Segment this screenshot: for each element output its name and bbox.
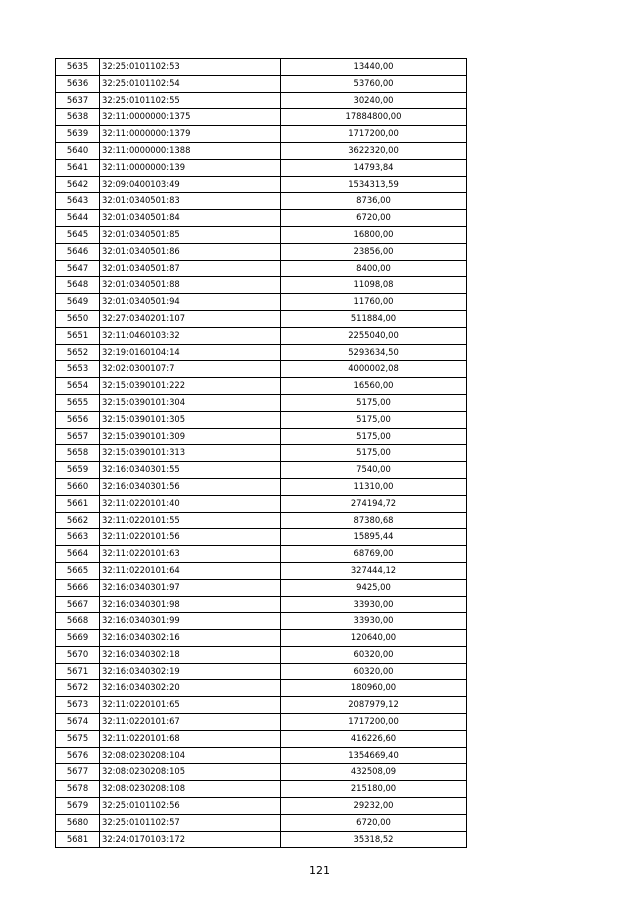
- value-cell: 15895,44: [281, 529, 467, 546]
- cadastral-number-cell: 32:19:0160104:14: [100, 344, 281, 361]
- value-cell: 23856,00: [281, 243, 467, 260]
- table-row: [56, 714, 467, 731]
- value-cell: 6720,00: [281, 210, 467, 227]
- value-cell: 8400,00: [281, 260, 467, 277]
- table-row: [56, 428, 467, 445]
- value-cell: 1534313,59: [281, 176, 467, 193]
- cadastral-number-cell: 32:24:0170103:172: [100, 831, 281, 848]
- cadastral-number-cell: 32:11:0000000:1379: [100, 126, 281, 143]
- row-number-cell: 5669: [56, 630, 100, 647]
- cadastral-number-cell: 32:08:0230208:108: [100, 781, 281, 798]
- row-number-cell: 5661: [56, 495, 100, 512]
- value-cell: 33930,00: [281, 596, 467, 613]
- cadastral-number-cell: 32:15:0390101:305: [100, 411, 281, 428]
- cadastral-number-cell: 32:01:0340501:83: [100, 193, 281, 210]
- table-row: [56, 344, 467, 361]
- table-row: [56, 781, 467, 798]
- value-cell: 274194,72: [281, 495, 467, 512]
- value-cell: 30240,00: [281, 92, 467, 109]
- table-row: [56, 630, 467, 647]
- row-number-cell: 5639: [56, 126, 100, 143]
- value-cell: 1354669,40: [281, 747, 467, 764]
- cadastral-number-cell: 32:25:0101102:57: [100, 814, 281, 831]
- cadastral-number-cell: 32:16:0340301:98: [100, 596, 281, 613]
- value-cell: 11098,08: [281, 277, 467, 294]
- cadastral-number-cell: 32:25:0101102:53: [100, 59, 281, 76]
- cadastral-number-cell: 32:25:0101102:56: [100, 798, 281, 815]
- cadastral-number-cell: 32:15:0390101:222: [100, 378, 281, 395]
- value-cell: 2255040,00: [281, 327, 467, 344]
- row-number-cell: 5668: [56, 613, 100, 630]
- row-number-cell: 5649: [56, 294, 100, 311]
- cadastral-number-cell: 32:11:0220101:55: [100, 512, 281, 529]
- row-number-cell: 5675: [56, 730, 100, 747]
- row-number-cell: 5641: [56, 159, 100, 176]
- cadastral-number-cell: 32:15:0390101:313: [100, 445, 281, 462]
- cadastral-number-cell: 32:25:0101102:55: [100, 92, 281, 109]
- cadastral-number-cell: 32:11:0220101:68: [100, 730, 281, 747]
- row-number-cell: 5638: [56, 109, 100, 126]
- table-row: [56, 697, 467, 714]
- table-row: [56, 294, 467, 311]
- table-row: [56, 646, 467, 663]
- row-number-cell: 5635: [56, 59, 100, 76]
- cadastral-number-cell: 32:16:0340301:55: [100, 462, 281, 479]
- value-cell: 13440,00: [281, 59, 467, 76]
- cadastral-number-cell: 32:01:0340501:85: [100, 226, 281, 243]
- row-number-cell: 5637: [56, 92, 100, 109]
- value-cell: 29232,00: [281, 798, 467, 815]
- row-number-cell: 5679: [56, 798, 100, 815]
- table-row: [56, 310, 467, 327]
- row-number-cell: 5662: [56, 512, 100, 529]
- value-cell: 6720,00: [281, 814, 467, 831]
- cadastral-number-cell: 32:01:0340501:86: [100, 243, 281, 260]
- table-row: [56, 243, 467, 260]
- value-cell: 2087979,12: [281, 697, 467, 714]
- table-row: [56, 730, 467, 747]
- table-row: [56, 596, 467, 613]
- table-row: [56, 546, 467, 563]
- row-number-cell: 5636: [56, 75, 100, 92]
- value-cell: 5175,00: [281, 445, 467, 462]
- cadastral-number-cell: 32:11:0220101:40: [100, 495, 281, 512]
- row-number-cell: 5646: [56, 243, 100, 260]
- row-number-cell: 5676: [56, 747, 100, 764]
- value-cell: 5175,00: [281, 428, 467, 445]
- registry-table: [55, 58, 467, 848]
- table-row: [56, 75, 467, 92]
- cadastral-number-cell: 32:01:0340501:94: [100, 294, 281, 311]
- cadastral-number-cell: 32:16:0340302:19: [100, 663, 281, 680]
- cadastral-number-cell: 32:02:0300107:7: [100, 361, 281, 378]
- value-cell: 5175,00: [281, 411, 467, 428]
- cadastral-number-cell: 32:16:0340301:56: [100, 478, 281, 495]
- value-cell: 416226,60: [281, 730, 467, 747]
- row-number-cell: 5655: [56, 394, 100, 411]
- value-cell: 511884,00: [281, 310, 467, 327]
- table-row: [56, 109, 467, 126]
- value-cell: 5293634,50: [281, 344, 467, 361]
- table-row: [56, 142, 467, 159]
- page-number: 121: [309, 864, 330, 877]
- row-number-cell: 5671: [56, 663, 100, 680]
- value-cell: 11760,00: [281, 294, 467, 311]
- cadastral-number-cell: 32:08:0230208:104: [100, 747, 281, 764]
- cadastral-number-cell: 32:16:0340301:97: [100, 579, 281, 596]
- row-number-cell: 5659: [56, 462, 100, 479]
- row-number-cell: 5642: [56, 176, 100, 193]
- row-number-cell: 5678: [56, 781, 100, 798]
- cadastral-number-cell: 32:08:0230208:105: [100, 764, 281, 781]
- row-number-cell: 5667: [56, 596, 100, 613]
- row-number-cell: 5665: [56, 562, 100, 579]
- value-cell: 432508,09: [281, 764, 467, 781]
- table-row: [56, 562, 467, 579]
- table-row: [56, 176, 467, 193]
- row-number-cell: 5672: [56, 680, 100, 697]
- value-cell: 327444,12: [281, 562, 467, 579]
- table-row: [56, 361, 467, 378]
- row-number-cell: 5651: [56, 327, 100, 344]
- value-cell: 60320,00: [281, 663, 467, 680]
- value-cell: 53760,00: [281, 75, 467, 92]
- cadastral-number-cell: 32:11:0460103:32: [100, 327, 281, 344]
- table-row: [56, 193, 467, 210]
- row-number-cell: 5663: [56, 529, 100, 546]
- cadastral-number-cell: 32:11:0000000:139: [100, 159, 281, 176]
- table-row: [56, 462, 467, 479]
- row-number-cell: 5664: [56, 546, 100, 563]
- row-number-cell: 5681: [56, 831, 100, 848]
- table-row: [56, 411, 467, 428]
- table-row: [56, 831, 467, 848]
- table-row: [56, 210, 467, 227]
- row-number-cell: 5673: [56, 697, 100, 714]
- value-cell: 215180,00: [281, 781, 467, 798]
- value-cell: 5175,00: [281, 394, 467, 411]
- table-row: [56, 814, 467, 831]
- table-row: [56, 680, 467, 697]
- table-row: [56, 478, 467, 495]
- table-row: [56, 663, 467, 680]
- value-cell: 14793,84: [281, 159, 467, 176]
- value-cell: 120640,00: [281, 630, 467, 647]
- cadastral-number-cell: 32:01:0340501:88: [100, 277, 281, 294]
- cadastral-number-cell: 32:15:0390101:304: [100, 394, 281, 411]
- value-cell: 16800,00: [281, 226, 467, 243]
- cadastral-number-cell: 32:11:0220101:67: [100, 714, 281, 731]
- value-cell: 9425,00: [281, 579, 467, 596]
- row-number-cell: 5677: [56, 764, 100, 781]
- cadastral-number-cell: 32:11:0220101:63: [100, 546, 281, 563]
- registry-table-body: [56, 59, 467, 848]
- table-row: [56, 260, 467, 277]
- row-number-cell: 5653: [56, 361, 100, 378]
- table-row: [56, 378, 467, 395]
- cadastral-number-cell: 32:16:0340302:18: [100, 646, 281, 663]
- cadastral-number-cell: 32:01:0340501:84: [100, 210, 281, 227]
- value-cell: 33930,00: [281, 613, 467, 630]
- row-number-cell: 5647: [56, 260, 100, 277]
- table-row: [56, 394, 467, 411]
- row-number-cell: 5670: [56, 646, 100, 663]
- table-row: [56, 159, 467, 176]
- value-cell: 11310,00: [281, 478, 467, 495]
- value-cell: 16560,00: [281, 378, 467, 395]
- table-row: [56, 445, 467, 462]
- cadastral-number-cell: 32:25:0101102:54: [100, 75, 281, 92]
- row-number-cell: 5656: [56, 411, 100, 428]
- table-row: [56, 512, 467, 529]
- cadastral-number-cell: 32:11:0000000:1388: [100, 142, 281, 159]
- value-cell: 7540,00: [281, 462, 467, 479]
- cadastral-number-cell: 32:11:0220101:56: [100, 529, 281, 546]
- value-cell: 60320,00: [281, 646, 467, 663]
- table-row: [56, 126, 467, 143]
- row-number-cell: 5652: [56, 344, 100, 361]
- value-cell: 1717200,00: [281, 126, 467, 143]
- table-row: [56, 495, 467, 512]
- row-number-cell: 5666: [56, 579, 100, 596]
- cadastral-number-cell: 32:11:0220101:64: [100, 562, 281, 579]
- row-number-cell: 5674: [56, 714, 100, 731]
- value-cell: 3622320,00: [281, 142, 467, 159]
- table-row: [56, 798, 467, 815]
- value-cell: 87380,68: [281, 512, 467, 529]
- cadastral-number-cell: 32:16:0340301:99: [100, 613, 281, 630]
- row-number-cell: 5680: [56, 814, 100, 831]
- row-number-cell: 5660: [56, 478, 100, 495]
- cadastral-number-cell: 32:15:0390101:309: [100, 428, 281, 445]
- table-row: [56, 613, 467, 630]
- cadastral-number-cell: 32:11:0220101:65: [100, 697, 281, 714]
- table-row: [56, 529, 467, 546]
- cadastral-number-cell: 32:11:0000000:1375: [100, 109, 281, 126]
- value-cell: 17884800,00: [281, 109, 467, 126]
- row-number-cell: 5654: [56, 378, 100, 395]
- table-row: [56, 226, 467, 243]
- row-number-cell: 5645: [56, 226, 100, 243]
- value-cell: 1717200,00: [281, 714, 467, 731]
- row-number-cell: 5640: [56, 142, 100, 159]
- value-cell: 68769,00: [281, 546, 467, 563]
- cadastral-number-cell: 32:01:0340501:87: [100, 260, 281, 277]
- cadastral-number-cell: 32:16:0340302:20: [100, 680, 281, 697]
- table-row: [56, 747, 467, 764]
- table-row: [56, 277, 467, 294]
- table-row: [56, 579, 467, 596]
- row-number-cell: 5658: [56, 445, 100, 462]
- table-row: [56, 92, 467, 109]
- cadastral-number-cell: 32:16:0340302:16: [100, 630, 281, 647]
- row-number-cell: 5650: [56, 310, 100, 327]
- row-number-cell: 5644: [56, 210, 100, 227]
- row-number-cell: 5643: [56, 193, 100, 210]
- cadastral-number-cell: 32:09:0400103:49: [100, 176, 281, 193]
- table-row: [56, 327, 467, 344]
- value-cell: 35318,52: [281, 831, 467, 848]
- value-cell: 4000002,08: [281, 361, 467, 378]
- table-row: [56, 59, 467, 76]
- value-cell: 180960,00: [281, 680, 467, 697]
- value-cell: 8736,00: [281, 193, 467, 210]
- row-number-cell: 5657: [56, 428, 100, 445]
- cadastral-number-cell: 32:27:0340201:107: [100, 310, 281, 327]
- row-number-cell: 5648: [56, 277, 100, 294]
- table-row: [56, 764, 467, 781]
